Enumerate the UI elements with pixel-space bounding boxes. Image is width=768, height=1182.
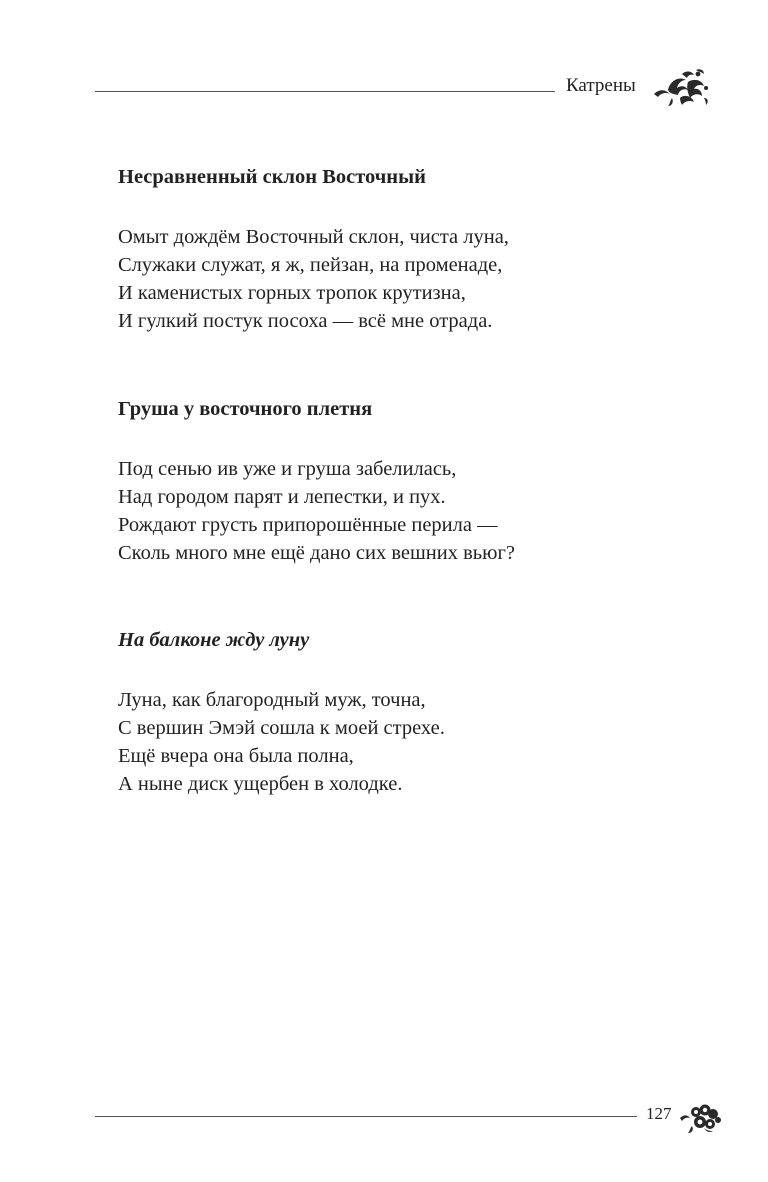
poem-line: А ныне диск ущербен в холодке. [118,773,403,795]
poem-stanza [118,223,678,335]
poem [118,395,678,567]
poem-line: И гулкий постук посоха — всё мне отрада. [118,310,493,332]
poem-title: Груша у восточного плетня [118,398,373,420]
poem-line: И каменистых горных тропок крутизна, [118,282,466,304]
poem-line: Рождают грусть припорошённые перила — [118,514,498,536]
poem-line: Луна, как благородный муж, точна, [118,689,426,711]
poem [118,626,678,798]
poem-stanza [118,686,678,798]
poem-line: Под сенью ив уже и груша забелилась, [118,458,457,480]
poem-line: Сколь много мне ещё дано сих вешних вьюг? [118,542,515,564]
poem-line: Ещё вчера она была полна, [118,745,354,767]
header-rule [95,91,555,92]
poem-title: Несравненный склон Восточный [118,166,426,188]
poem-stanza [118,455,678,567]
dragon-ornament-icon [652,68,710,108]
poem-line: Омыт дождём Восточный склон, чиста луна, [118,226,509,248]
page-number: 127 [646,1104,672,1123]
poem [118,163,678,335]
poem-line: Служаки служат, я ж, пейзан, на променаде, [118,254,503,276]
poem-title: На балконе жду луну [118,629,310,651]
running-title: Катрены [566,75,636,96]
poem-line: Над городом парят и лепестки, и пух. [118,486,446,508]
poem-line: С вершин Эмэй сошла к моей стрехе. [118,717,445,739]
footer-rule [95,1116,637,1117]
cloud-ornament-icon [678,1102,722,1134]
